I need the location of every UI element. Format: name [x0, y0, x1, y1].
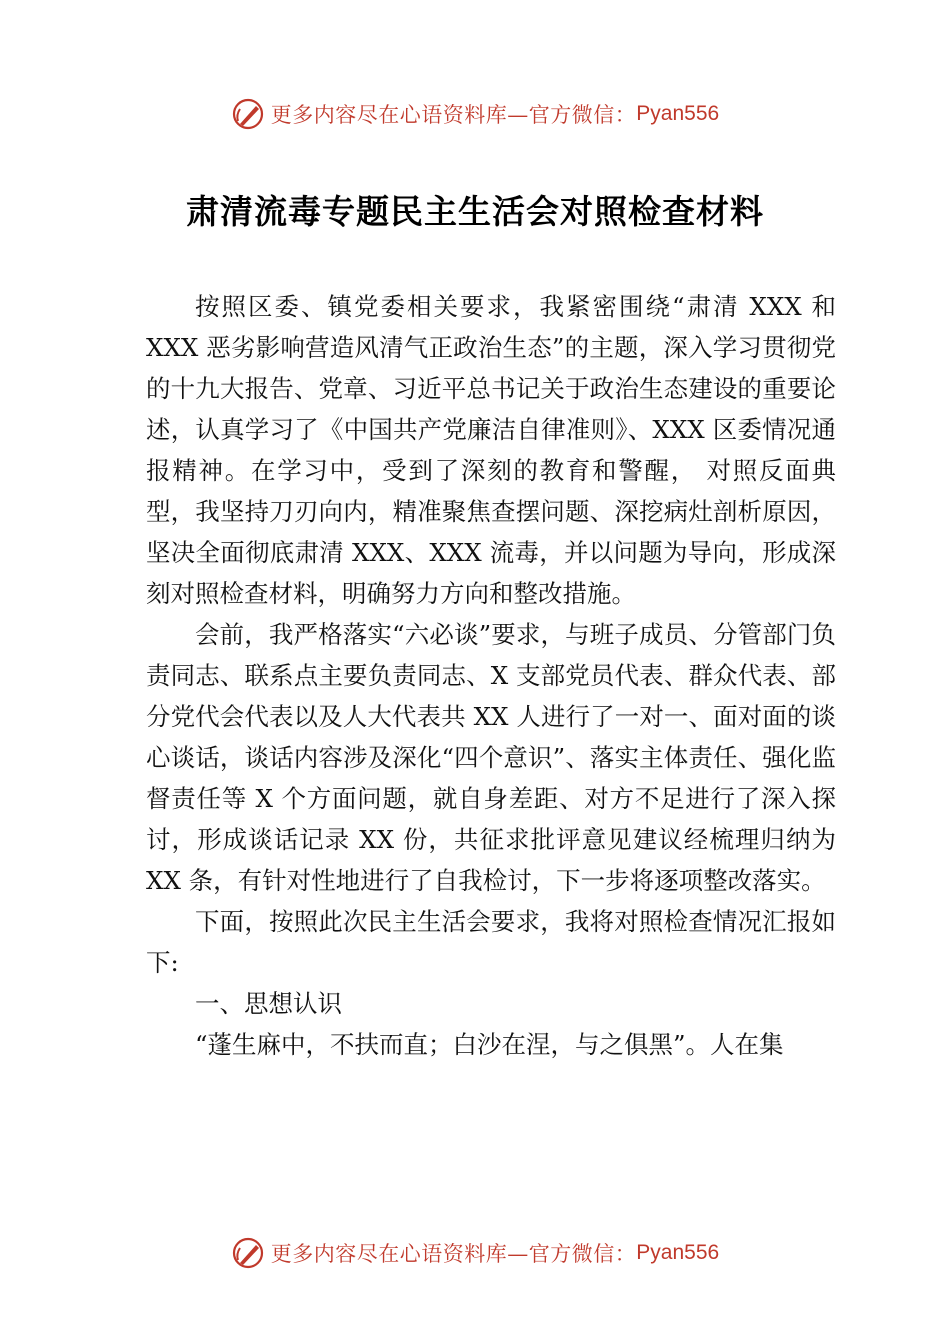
footer-watermark — [0, 1233, 950, 1273]
pen-logo-icon — [231, 1236, 265, 1270]
paragraph: 按照区委、镇党委相关要求，我紧密围绕“肃清 XXX 和 XXX 恶劣影响营造风清气正政治生态”的主题，深入学习贯彻党的十九大报告、党章、习近平总书记关于政治生态建设的重要论述，认真学习了《中国共产党廉洁自律准则》、XXX 区委情况通报精神。在学习中，受到了深刻的教育和警醒， 对照反面典型，我坚持刀刃向内，精准聚焦查摆问题、深挖病灶剖析原因，坚决全面彻底肃清 XXX、XXX 流毒，并以问题为导向，形成深刻对照检查材料，明确努力方向和整改措施。 — [146, 292, 836, 608]
document-title: 肃清流毒专题民主生活会对照检查材料 — [186, 192, 764, 231]
paragraph: 会前，我严格落实“六必谈”要求，与班子成员、分管部门负责同志、联系点主要负责同志、X 支部党员代表、群众代表、部分党代会代表以及人大代表共 XX 人进行了一对一、面对面的谈心谈话，谈话内容涉及深化“四个意识”、落实主体责任、强化监督责任等 X 个方面问题，就自身差距、对方不足进行了深入探讨，形成谈话记录 XX 份，共征求批评意见建议经梳理归纳为 XX 条，有针对性地进行了自我检讨，下一步将逐项整改落实。 — [146, 620, 836, 895]
watermark-text: 更多内容尽在心语资料库—官方微信： — [270, 1242, 637, 1266]
paragraph: 下面，按照此次民主生活会要求，我将对照检查情况汇报如下: — [146, 907, 836, 977]
section-heading: 一、思想认识 — [195, 989, 342, 1018]
watermark-text: 更多内容尽在心语资料库—官方微信： — [270, 103, 637, 127]
watermark-wechat-id: Pyan556 — [636, 1241, 720, 1264]
header-watermark — [0, 94, 950, 134]
paragraph: “蓬生麻中，不扶而直；白沙在涅，与之俱黑”。人在集 — [195, 1030, 784, 1059]
document-body — [146, 286, 836, 1065]
watermark-wechat-id: Pyan556 — [636, 102, 720, 125]
pen-logo-icon — [231, 97, 265, 131]
